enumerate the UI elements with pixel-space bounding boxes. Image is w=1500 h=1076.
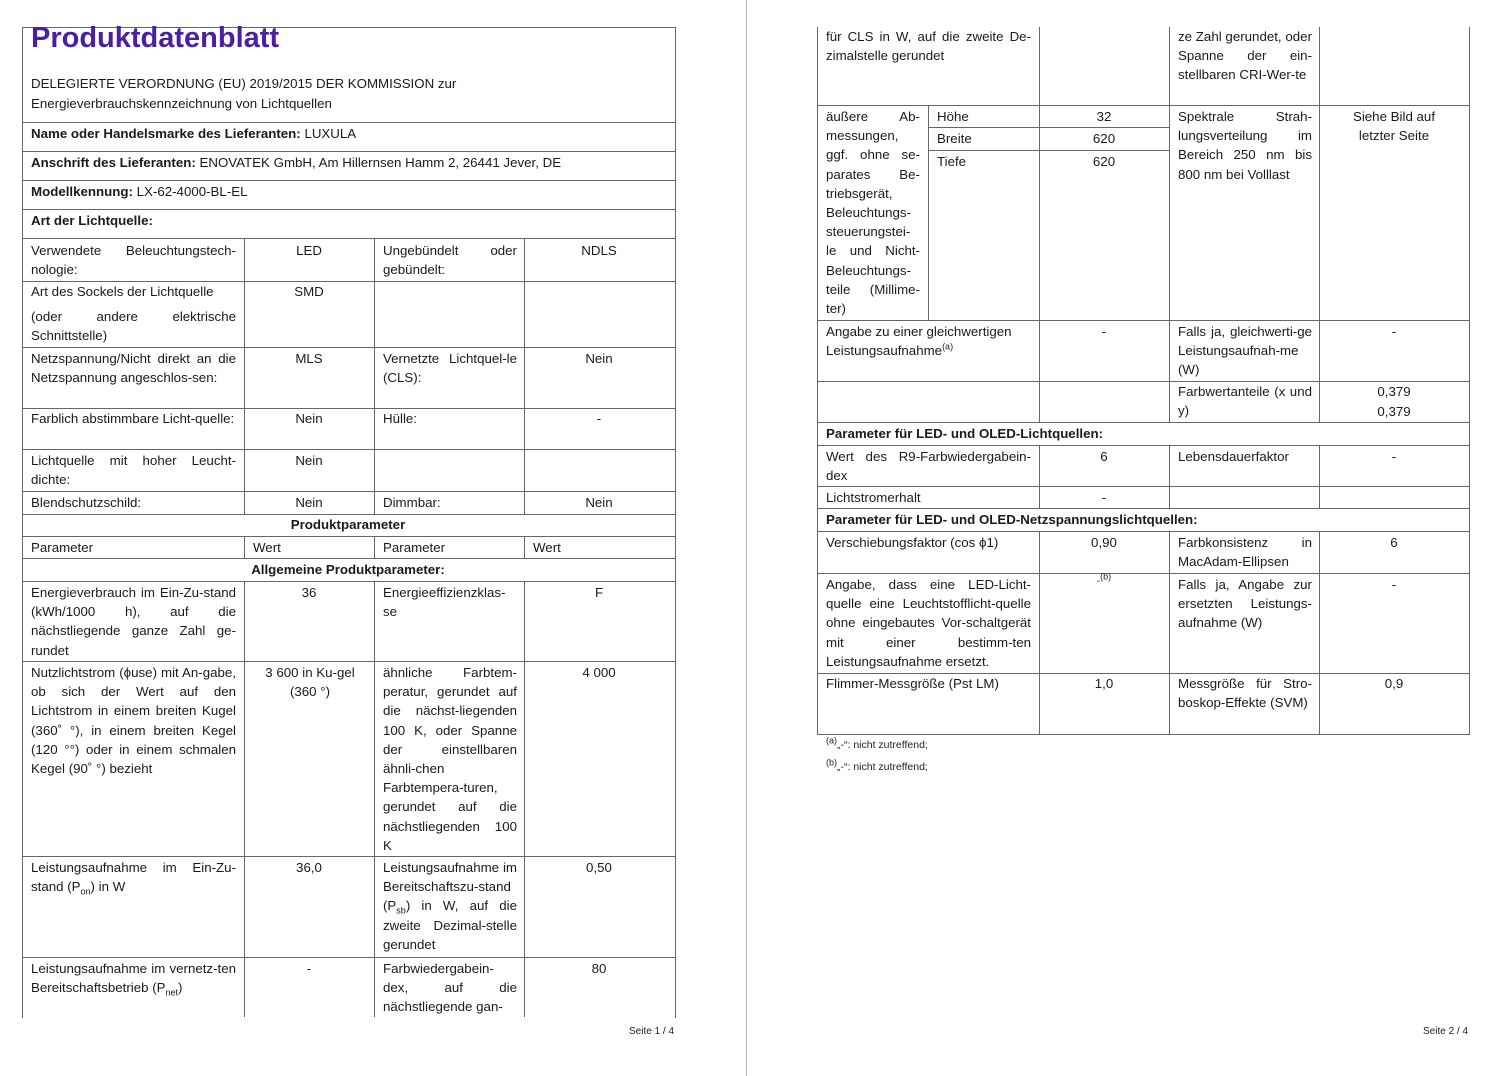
supplier-label: Name oder Handelsmarke des Lieferanten: [31,126,301,141]
lumen-maint-value: - [1101,490,1107,505]
page-divider [746,0,747,1076]
highlum-label: Lichtquelle mit hoher Leucht-dichte: [31,453,236,488]
model-label: Modellkennung: [31,184,133,199]
r9-label: Wert des R9-Farbwiedergabein-dex [826,449,1031,484]
supplier-row [31,124,356,143]
page-title: Produktdatenblatt [31,22,280,54]
col-header-param-2: Parameter [383,540,446,555]
pon-value: 36,0 [296,860,322,875]
height-value: 32 [1096,109,1112,124]
pon-label: Leistungsaufnahme im Ein-Zu-stand $(P_{on})$ in W [31,860,236,897]
socket-value: SMD [294,284,324,299]
dimensions-label: äußere Ab-messungen, ggf. ohne se-parates Be-triebsgerät, Beleuchtungs-steuerungstei-le und Nicht-Beleuchtungs-teile (Millime-ter) [826,109,920,317]
flux-label: Nutzlichtstrom (ϕuse) mit An-gabe, ob sich der Wert auf den Lichtstrom in einem breiten Kugel (360˚ °), in einem breiten Kegel (120 °°) oder in einem schmalen Kegel (90˚ °) bezieht [31,665,236,777]
page-1 [22,0,675,1076]
height-label: Höhe [937,109,969,124]
spd-value: Siehe Bild auf letzter Seite [1352,109,1436,144]
svm-value: 0,9 [1384,676,1404,691]
glare-value: Nein [295,495,323,510]
light-type-heading: Art der Lichtquelle: [31,213,153,228]
model-row [31,182,248,201]
depth-value: 620 [1092,154,1116,169]
bundled-label: Ungebündelt oder gebündelt: [383,243,517,278]
equiv-label: Angabe zu einer gleichwertigen Leistungsaufnahme$^{(a)}$ [826,324,1012,359]
depth-label: Tiefe [937,154,967,169]
energy-label: Energieverbrauch im Ein-Zu-stand (kWh/1000 h), auf die nächstliegende ganze Zahl ge-rundet [31,585,236,658]
address-row [31,153,561,172]
highlum-value: Nein [295,453,323,468]
cls-label: Vernetzte Lichtquel-le (CLS): [383,351,517,386]
tech-label: Verwendete Beleuchtungstech-nologie: [31,243,236,278]
replace-power-label: Falls ja, Angabe zur ersetzten Leistungs-aufnahme (W) [1178,577,1312,631]
cls-standby-cont: für CLS in W, auf die zweite De-zimalstelle gerundet [826,29,1031,64]
macadam-value: 6 [1390,535,1398,550]
pf-label: Verschiebungsfaktor (cos ϕ1) [826,535,999,550]
footnote-b: $^{(b)}$„-“: nicht zutreffend; [826,757,928,773]
regulation-line-1: DELEGIERTE VERORDNUNG (EU) 2019/2015 DER KOMMISSION zur [31,76,457,91]
width-label: Breite [937,131,972,146]
dimmable-label: Dimmbar: [383,495,441,510]
cct-label: ähnliche Farbtem-peratur, gerundet auf die nächst-liegenden 100 K, oder Spanne der einstellbaren ähnli-chen Farbtempera-turen, gerundet auf die nächstliegenden 100 K [383,665,517,853]
energy-value: 36 [301,585,317,600]
psb-value: 0,50 [586,860,612,875]
col-header-param-1: Parameter [31,540,94,555]
cri-value: 80 [591,961,607,976]
chroma-x-value: 0,379 [1377,384,1411,399]
glare-label: Blendschutzschild: [31,495,142,510]
cct-value: 4 000 [582,665,616,680]
survival-value: - [1391,449,1397,464]
address-value: ENOVATEK GmbH, Am Hillernsen Hamm 2, 26441 Jever, DE [199,155,562,170]
supplier-value: LUXULA [304,126,357,141]
page-1-footer: Seite 1 / 4 [629,1026,675,1037]
page-2-footer: Seite 2 / 4 [1423,1026,1469,1037]
mains-label: Netzspannung/Nicht direkt an die Netzspannung angeschlos-sen: [31,351,236,386]
mains-led-params-heading: Parameter für LED- und OLED-Netzspannungslichtquellen: [826,512,1198,527]
address-label: Anschrift des Lieferanten: [31,155,196,170]
cls-value: Nein [585,351,613,366]
pnet-value: - [306,961,312,976]
r9-value: 6 [1100,449,1108,464]
pnet-label: Leistungsaufnahme im vernetz-ten Bereitschaftsbetrieb $(P_{net})$ [31,961,236,998]
replace-power-value: - [1391,577,1397,592]
flux-value: 3 600 in Ku-gel (360 °) [265,665,355,700]
spd-label: Spektrale Strah-lungsverteilung im Bereich 250 nm bis 800 nm bei Volllast [1178,109,1312,182]
regulation-line-2: Energieverbrauchskennzeichnung von Lichtquellen [31,96,332,111]
psb-label: Leistungsaufnahme im Bereitschaftszu-stand $(P_{sb})$ in W, auf die zweite Dezimal-stelle gerundet [383,860,517,952]
general-params-heading: Allgemeine Produktparameter: [251,562,445,577]
footnote-a: $^{(a)}$„-“: nicht zutreffend; [826,735,928,751]
survival-label: Lebensdauerfaktor [1178,449,1289,464]
eclass-label: Energieeffizienzklas-se [383,585,506,620]
product-params-heading: Produktparameter [290,517,406,532]
envelope-label: Hülle: [383,411,417,426]
pf-value: 0,90 [1091,535,1117,550]
col-header-value-2: Wert [533,540,561,555]
replace-value: -$^{(b)}$ [1096,571,1112,587]
macadam-label: Farbkonsistenz in MacAdam-Ellipsen [1178,535,1312,570]
lumen-maint-label: Lichtstromerhalt [826,490,921,505]
flicker-value: 1,0 [1094,676,1114,691]
cri-label-cont: ze Zahl gerundet, oder Spanne der ein-stellbaren CRI-Wer-te [1178,29,1312,83]
tunable-value: Nein [295,411,323,426]
col-header-value-1: Wert [253,540,281,555]
tech-value: LED [296,243,322,258]
chroma-y-value: 0,379 [1377,404,1411,419]
mains-value: MLS [295,351,323,366]
eclass-value: F [594,585,604,600]
dimmable-value: Nein [585,495,613,510]
svm-label: Messgröße für Stro-boskop-Effekte (SVM) [1178,676,1312,711]
envelope-value: - [596,411,602,426]
model-value: LX-62-4000-BL-EL [136,184,248,199]
page-2 [817,0,1470,1076]
width-value: 620 [1092,131,1116,146]
cri-label: Farbwiedergabein-dex, auf die nächstliegende gan- [383,961,517,1015]
bundled-value: NDLS [581,243,617,258]
socket-label-b: (oder andere elektrische Schnittstelle) [31,309,236,344]
led-params-heading: Parameter für LED- und OLED-Lichtquellen: [826,426,1104,441]
tunable-label: Farblich abstimmbare Licht-quelle: [31,411,235,426]
flicker-label: Flimmer-Messgröße (Pst LM) [826,676,999,691]
equiv-value: - [1101,324,1107,339]
socket-label-a: Art des Sockels der Lichtquelle [31,284,214,299]
equiv-power-value: - [1391,324,1397,339]
chroma-label: Farbwertanteile (x und y) [1178,384,1312,419]
equiv-power-label: Falls ja, gleichwerti-ge Leistungsaufnah-me (W) [1178,324,1312,378]
replace-label: Angabe, dass eine LED-Licht-quelle eine Leuchtstofflicht-quelle ohne eingebautes Vor-schaltgerät mit einer bestimm-ten Leistungsaufnahme ersetzt. [826,577,1031,669]
